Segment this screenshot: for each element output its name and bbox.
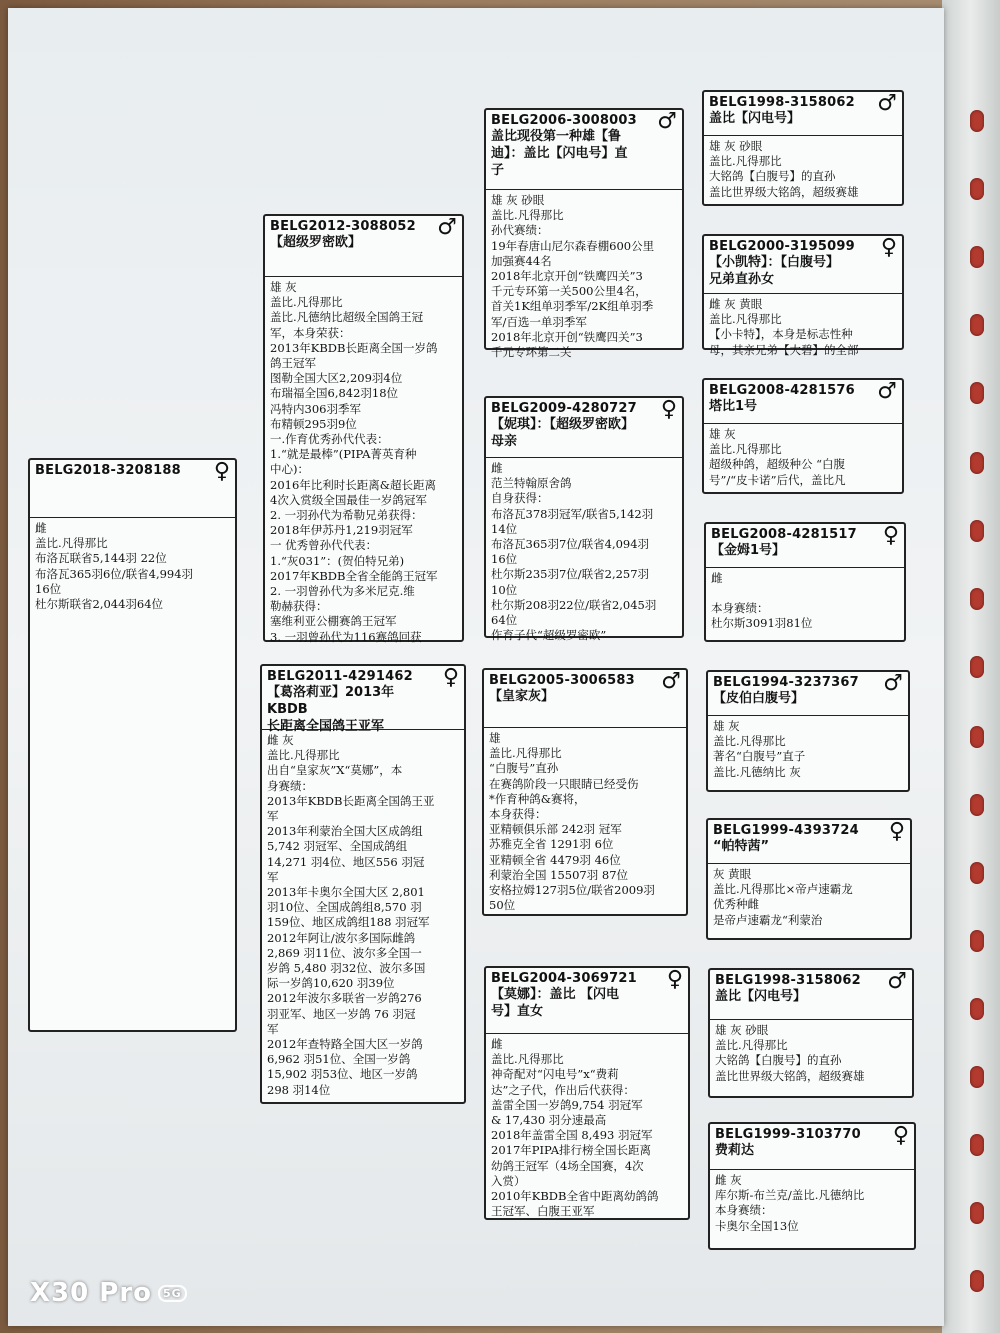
card-line: 出自“皇家灰”X“莫娜”，本 bbox=[267, 763, 403, 778]
pedigree-card-great-granddam bbox=[706, 818, 912, 940]
card-line: 入赏） bbox=[491, 1173, 526, 1188]
binder-hole bbox=[970, 862, 984, 884]
pigeon-name: 【皮伯白腹号】 bbox=[713, 691, 805, 706]
card-line: 2012年查特路全国大区一岁鸽 bbox=[267, 1037, 423, 1052]
pedigree-sheet bbox=[8, 8, 944, 1326]
card-line: 盖比.凡得那比 bbox=[715, 1038, 788, 1053]
pigeon-name: 【金姆1号】 bbox=[711, 543, 786, 558]
card-line: 19年春唐山尼尔森春棚600公里 bbox=[491, 238, 655, 253]
card-line: 超级种鸽，超级种公 “白腹 bbox=[709, 457, 846, 472]
card-line: 中心)： bbox=[270, 462, 309, 477]
pedigree-card-great-grandsire bbox=[708, 968, 914, 1098]
binder-strip bbox=[942, 0, 1000, 1333]
card-line: 孙代赛绩： bbox=[491, 223, 549, 238]
card-line: 苏雅克全省 1291羽 6位 bbox=[489, 837, 614, 852]
card-line: 亚精顿俱乐部 242羽 冠军 bbox=[489, 822, 622, 837]
pigeon-name: 【葛洛莉亚】2013年KBDB 长距离全国鸽王亚军 bbox=[267, 685, 395, 734]
card-line: 2,869 羽11位、波尔多全国一 bbox=[267, 945, 422, 960]
card-line: 千元专环第二关 bbox=[491, 345, 572, 360]
card-line: 达”之子代，作出后代获得： bbox=[491, 1082, 635, 1097]
card-line: 军/百选一单羽季军 bbox=[491, 314, 587, 329]
binder-hole bbox=[970, 452, 984, 474]
card-line: 杜尔斯联省2,044羽64位 bbox=[35, 597, 164, 612]
sex-symbol: ♀ bbox=[442, 665, 459, 690]
card-line: 2010年KBDB全省中距离幼鸽鸽 bbox=[491, 1189, 659, 1204]
pigeon-name: 盖比【闪电号】 bbox=[715, 989, 807, 1004]
sex-symbol: ♀ bbox=[892, 1123, 909, 1148]
pedigree-card-subject bbox=[28, 458, 237, 1032]
binder-hole bbox=[970, 998, 984, 1020]
card-line: 雌 灰 黄眼 bbox=[709, 297, 763, 311]
card-line: 库尔斯-布兰克/盖比.凡德纳比 bbox=[715, 1188, 865, 1203]
card-line: 军，本身荣获： bbox=[270, 325, 351, 340]
card-line: 羽亚军、地区一岁鸽 76 羽冠 bbox=[267, 1006, 416, 1021]
pedigree-card-granddam bbox=[484, 966, 690, 1220]
card-line: 雄 灰 bbox=[709, 427, 736, 441]
card-line: 盖比.凡得那比 bbox=[270, 295, 343, 310]
binder-hole bbox=[970, 726, 984, 748]
sex-symbol: ♀ bbox=[666, 967, 683, 992]
card-line: 盖比.凡得那比 bbox=[267, 748, 340, 763]
card-line: *作育种鸽&赛将， bbox=[489, 791, 586, 806]
card-line: 卡奥尔全国13位 bbox=[715, 1218, 799, 1233]
card-line: 盖比世界级大铭鸽，超级赛雄 bbox=[715, 1068, 865, 1083]
binder-hole bbox=[970, 794, 984, 816]
pigeon-name: 费莉达 bbox=[715, 1143, 755, 1158]
card-line: 雄 灰 bbox=[713, 719, 740, 733]
card-line: 15,902 羽53位、地区一岁鸽 bbox=[267, 1067, 418, 1082]
card-line: 鸽王冠军 bbox=[270, 356, 316, 371]
card-line: 王冠军、白腹王亚军 bbox=[491, 1204, 595, 1219]
pedigree-card-grandsire bbox=[482, 668, 688, 916]
card-line: 2018年北京开创“铁鹰四关”3 bbox=[491, 269, 643, 284]
pigeon-name: 【小凯特】：【白腹号】 兄弟直孙女 bbox=[709, 255, 840, 287]
sex-symbol: ♂ bbox=[657, 109, 677, 134]
card-line: 杜尔斯208羽22位/联省2,045羽 bbox=[491, 597, 657, 612]
network-badge: 5G bbox=[158, 1285, 187, 1302]
pigeon-name: 【皇家灰】 bbox=[489, 689, 555, 704]
pedigree-card-sire bbox=[263, 214, 464, 642]
card-line: 布精顿295羽9位 bbox=[270, 416, 357, 431]
card-line: 10位 bbox=[491, 582, 518, 597]
card-line: 灰 黄眼 bbox=[713, 867, 752, 881]
pigeon-name: 盖比【闪电号】 bbox=[709, 111, 801, 126]
card-line: 幼鸽王冠军（4场全国赛，4次 bbox=[491, 1158, 644, 1173]
card-line: 优秀种雌 bbox=[713, 897, 759, 912]
card-line: 2012年阿让/波尔多国际雌鸽 bbox=[267, 930, 416, 945]
pedigree-card-great-grandsire bbox=[702, 378, 904, 494]
card-line: 盖比世界级大铭鸽，超级赛雄 bbox=[709, 184, 859, 199]
pedigree-card-great-granddam bbox=[704, 522, 906, 642]
pigeon-name: 【莫娜】：盖比 【闪电 号】直女 bbox=[491, 987, 620, 1019]
card-line: 雄 灰 砂眼 bbox=[715, 1023, 769, 1037]
card-line: 2013年KBDB长距离全国鸽王亚 bbox=[267, 793, 435, 808]
ring-number: BELG2006-3008003 bbox=[491, 113, 637, 128]
card-line bbox=[711, 586, 899, 601]
ring-number: BELG1998-3158062 bbox=[709, 95, 855, 110]
ring-number: BELG2000-3195099 bbox=[709, 239, 855, 254]
sex-symbol: ♀ bbox=[213, 459, 230, 484]
card-line: 3. 一羽曾孙代为116赛鸽回获 bbox=[270, 629, 422, 644]
card-line: 作育子代“超级罗密欧” bbox=[491, 628, 607, 643]
pigeon-name: “帕特茜” bbox=[713, 839, 770, 854]
card-line: 是帝卢速霸龙“利蒙治 bbox=[713, 912, 823, 927]
card-line: 2. 一羽孙代为希勒兄弟获得： bbox=[270, 508, 423, 523]
binder-hole bbox=[970, 314, 984, 336]
card-line: 际一岁鸽10,620 羽39位 bbox=[267, 976, 395, 991]
binder-hole bbox=[970, 520, 984, 542]
card-line: 加强赛44名 bbox=[491, 253, 552, 268]
card-line: 盖比.凡得那比 bbox=[709, 312, 782, 327]
card-line: 军 bbox=[267, 809, 279, 824]
card-line: 雌 bbox=[491, 1037, 503, 1051]
ring-number: BELG2012-3088052 bbox=[270, 219, 416, 234]
card-line: 利蒙治全国 15507羽 87位 bbox=[489, 867, 629, 882]
ring-number: BELG1998-3158062 bbox=[715, 973, 861, 988]
card-line: 298 羽14位 bbox=[267, 1082, 331, 1097]
card-line: 盖雷全国一岁鸽9,754 羽冠军 bbox=[491, 1097, 643, 1112]
card-line: 布洛瓦联省5,144羽 22位 bbox=[35, 551, 167, 566]
sex-symbol: ♀ bbox=[888, 819, 905, 844]
card-line: 冯特内306羽季军 bbox=[270, 401, 361, 416]
binder-hole bbox=[970, 110, 984, 132]
card-line: 神奇配对“闪电号”x“费莉 bbox=[491, 1067, 619, 1082]
card-line: 盖比.凡得那比 bbox=[491, 1052, 564, 1067]
card-line: “白腹号”直孙 bbox=[489, 761, 559, 776]
pigeon-name: 盖比现役第一种雄【鲁 迪】：盖比【闪电号】直 子 bbox=[491, 129, 628, 178]
card-line: 千元专环第一关500公里4名， bbox=[491, 284, 647, 299]
card-line: 布洛瓦365羽6位/联省4,994羽 bbox=[35, 566, 194, 581]
binder-hole bbox=[970, 1270, 984, 1292]
pigeon-name: 塔比1号 bbox=[709, 399, 758, 414]
card-line: 大铭鸽【白腹号】的直孙 bbox=[715, 1053, 842, 1068]
binder-hole bbox=[970, 930, 984, 952]
card-line: 2012年波尔多联省一岁鸽276 bbox=[267, 991, 422, 1006]
card-line: 雄 灰 砂眼 bbox=[709, 139, 763, 153]
card-line: 盖比.凡得那比 bbox=[713, 734, 786, 749]
card-line: 16位 bbox=[35, 581, 62, 596]
pedigree-card-great-grandsire bbox=[702, 90, 904, 206]
card-line: 母，其亲兄弟【大碧】的全部 bbox=[709, 342, 859, 357]
card-line: 范兰特翰原舍鸽 bbox=[491, 476, 572, 491]
ring-number: BELG2011-4291462 bbox=[267, 669, 413, 684]
sex-symbol: ♀ bbox=[660, 397, 677, 422]
ring-number: BELG2004-3069721 bbox=[491, 971, 637, 986]
sex-symbol: ♂ bbox=[661, 669, 681, 694]
sex-symbol: ♂ bbox=[883, 671, 903, 696]
card-line: 2013年KBDB长距离全国一岁鸽 bbox=[270, 340, 438, 355]
card-line: 2017年KBDB全省全能鸽王冠军 bbox=[270, 568, 438, 583]
binder-hole bbox=[970, 1134, 984, 1156]
card-line: 在赛鸽阶段一只眼睛已经受伤 bbox=[489, 776, 639, 791]
card-line: 【小卡特】，本身是标志性种 bbox=[709, 327, 853, 342]
card-line: 军 bbox=[267, 869, 279, 884]
card-line: 雌 bbox=[711, 571, 723, 585]
camera-watermark bbox=[30, 1278, 187, 1308]
card-line: 盖比.凡得那比 bbox=[709, 442, 782, 457]
card-line: 安格拉姆127羽5位/联省2009羽 bbox=[489, 883, 655, 898]
pigeon-name: 【妮琪】：【超级罗密欧】 母亲 bbox=[491, 417, 635, 449]
card-line: 首关1K组单羽季军/2K组单羽季 bbox=[491, 299, 654, 314]
card-line: 2013年利蒙治全国大区成鸽组 bbox=[267, 824, 423, 839]
binder-hole bbox=[970, 588, 984, 610]
card-line: 6,962 羽51位、全国一岁鸽 bbox=[267, 1052, 411, 1067]
card-line: 雄 bbox=[489, 731, 501, 745]
card-line: 盖比.凡得那比 bbox=[491, 208, 564, 223]
sex-symbol: ♀ bbox=[882, 523, 899, 548]
card-line: 号”/“皮卡诺”后代，盖比凡 bbox=[709, 472, 846, 487]
binder-hole bbox=[970, 1202, 984, 1224]
card-line: 亚精顿全省 4479羽 46位 bbox=[489, 852, 621, 867]
ring-number: BELG2008-4281576 bbox=[709, 383, 855, 398]
card-line: 2016年比利时长距离&超长距离 bbox=[270, 477, 437, 492]
card-line: 16位 bbox=[491, 552, 518, 567]
card-line: 身赛绩： bbox=[267, 778, 313, 793]
card-line: 岁鸽 5,480 羽32位、波尔多国 bbox=[267, 961, 426, 976]
pedigree-card-great-granddam bbox=[702, 234, 904, 357]
card-line: 图勒全国大区2,209羽4位 bbox=[270, 371, 403, 386]
card-line: 本身获得： bbox=[489, 807, 547, 822]
card-line: 著名“白腹号”直子 bbox=[713, 749, 806, 764]
card-line: 雌 bbox=[35, 521, 47, 535]
card-line: & 17,430 羽分速最高 bbox=[491, 1113, 607, 1128]
ring-number: BELG2005-3006583 bbox=[489, 673, 635, 688]
card-line: 布洛瓦365羽7位/联省4,094羽 bbox=[491, 537, 650, 552]
card-line: 159位、地区成鸽组188 羽冠军 bbox=[267, 915, 430, 930]
card-line: 5,742 羽冠军、全国成鸽组 bbox=[267, 839, 408, 854]
ring-number: BELG1999-4393724 bbox=[713, 823, 859, 838]
card-line: 雄 灰 砂眼 bbox=[491, 193, 545, 207]
sex-symbol: ♂ bbox=[877, 91, 897, 116]
ring-number: BELG2009-4280727 bbox=[491, 401, 637, 416]
card-line: 盖比.凡得那比 bbox=[709, 154, 782, 169]
card-line: 盖比.凡德纳比 灰 bbox=[713, 764, 801, 779]
card-line: 2013年卡奥尔全国大区 2,801 bbox=[267, 885, 425, 900]
ring-number: BELG1994-3237367 bbox=[713, 675, 859, 690]
card-line: 一.作育优秀孙代代表： bbox=[270, 432, 389, 447]
card-line: 杜尔斯3091羽81位 bbox=[711, 616, 813, 631]
card-line: 4次入赏级全国最佳一岁鸽冠军 bbox=[270, 492, 427, 507]
card-line: 64位 bbox=[491, 613, 518, 628]
card-line: 杜尔斯235羽7位/联省2,257羽 bbox=[491, 567, 650, 582]
pedigree-card-dam bbox=[260, 664, 466, 1104]
card-line: 军 bbox=[267, 1021, 279, 1036]
card-line: 14,271 羽4位、地区556 羽冠 bbox=[267, 854, 425, 869]
card-line: 大铭鸽【白腹号】的直孙 bbox=[709, 169, 836, 184]
card-line: 14位 bbox=[491, 521, 518, 536]
sex-symbol: ♂ bbox=[877, 379, 897, 404]
card-line: 雄 灰 bbox=[270, 280, 297, 294]
card-line: 塞维利亚公棚赛鸽王冠军 bbox=[270, 614, 397, 629]
card-line: 羽10位、全国成鸽组8,570 羽 bbox=[267, 900, 422, 915]
card-line: 1.“灰031”：(贺伯特兄弟) bbox=[270, 553, 405, 568]
card-line: 盖比.凡得那比 bbox=[35, 536, 108, 551]
binder-hole bbox=[970, 246, 984, 268]
pedigree-card-great-granddam bbox=[708, 1122, 916, 1250]
binder-hole bbox=[970, 656, 984, 678]
card-line: 布洛瓦378羽冠军/联省5,142羽 bbox=[491, 506, 654, 521]
sex-symbol: ♂ bbox=[437, 215, 457, 240]
card-line: 勒赫获得： bbox=[270, 599, 328, 614]
pedigree-card-great-grandsire bbox=[706, 670, 910, 792]
ring-number: BELG2018-3208188 bbox=[35, 463, 181, 478]
card-line: 一 优秀曾孙代代表： bbox=[270, 538, 378, 553]
pedigree-card-grandsire bbox=[484, 108, 684, 360]
card-line: 自身获得： bbox=[491, 491, 549, 506]
pigeon-name: 【超级罗密欧】 bbox=[270, 235, 362, 250]
card-line: 盖比.凡得那比×帝卢速霸龙 bbox=[713, 882, 853, 897]
card-line: 雌 灰 bbox=[715, 1173, 742, 1187]
card-line: 本身赛绩： bbox=[715, 1203, 773, 1218]
camera-model-text: X30 Pro bbox=[30, 1278, 153, 1308]
card-line: 2017年PIPA排行榜全国长距离 bbox=[491, 1143, 652, 1158]
binder-hole bbox=[970, 1066, 984, 1088]
sex-symbol: ♂ bbox=[887, 969, 907, 994]
card-line: 1.“就是最棒”(PIPA菁英育种 bbox=[270, 447, 417, 462]
binder-hole bbox=[970, 178, 984, 200]
card-line: 2. 一羽曾孙代为多米尼克.维 bbox=[270, 584, 415, 599]
card-line: 本身赛绩： bbox=[711, 601, 769, 616]
card-line: 2018年盖雷全国 8,493 羽冠军 bbox=[491, 1128, 653, 1143]
card-line: 盖比.凡得那比 bbox=[489, 746, 562, 761]
ring-number: BELG2008-4281517 bbox=[711, 527, 857, 542]
binder-hole bbox=[970, 382, 984, 404]
card-line: 盖比.凡德纳比超级全国鸽王冠 bbox=[270, 310, 424, 325]
card-line: 雌 bbox=[491, 461, 503, 475]
card-line: 布瑞福全国6,842羽18位 bbox=[270, 386, 399, 401]
pedigree-card-granddam bbox=[484, 396, 684, 643]
sex-symbol: ♀ bbox=[880, 235, 897, 260]
card-line: 雌 灰 bbox=[267, 733, 294, 747]
card-line: 2018年北京开创“铁鹰四关”3 bbox=[491, 329, 643, 344]
card-line: 50位 bbox=[489, 898, 516, 913]
ring-number: BELG1999-3103770 bbox=[715, 1127, 861, 1142]
card-line: 2018年伊苏丹1,219羽冠军 bbox=[270, 523, 413, 538]
